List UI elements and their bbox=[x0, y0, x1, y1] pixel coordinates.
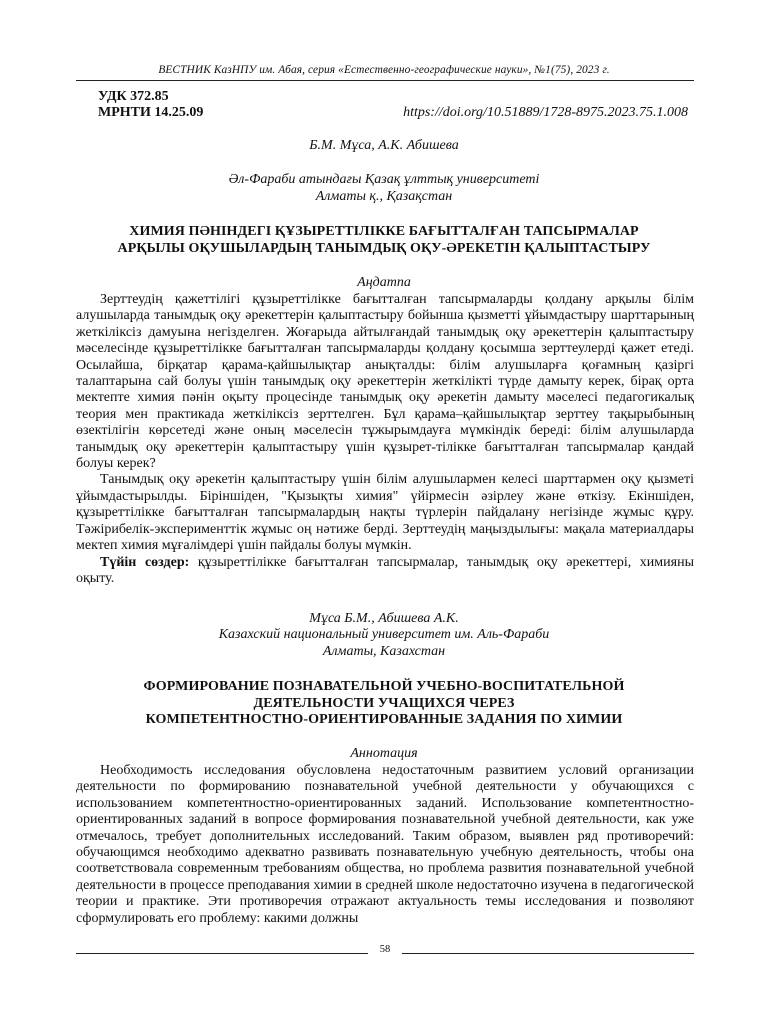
keywords-text: құзыреттілікке бағытталған тапсырмалар, танымдық оқу әрекеттері, химияны оқыту. bbox=[76, 554, 694, 586]
russian-title-line-3: КОМПЕТЕНТНОСТНО-ОРИЕНТИРОВАННЫЕ ЗАДАНИЯ ПО ХИМИИ bbox=[145, 712, 623, 728]
kazakh-title-line-1: ХИМИЯ ПӘНІНДЕГІ ҚҰЗЫРЕТТІЛІККЕ БАҒЫТТАЛҒАН ТАПСЫРМАЛАР bbox=[129, 224, 639, 239]
kazakh-abstract-paragraph-2: Танымдық оқу әрекетін қалыптастыру үшін білім алушылармен келесі шарттармен оқу қызметі ұйымдастырылды. Біріншіден, "Қызықты химия" үйірмесін әзірлеу және өткізу. Екіншіден, құзыреттілікке бағытталған тапсырмалардың нақты түрлерін пайдалану негізінде жұмыс құру. Тәжірибелік-эксперименттік жұмыс оң нәтиже берді. Зерттеудің маңыздылығы: мақала материалдары мектеп химия мұғалімдері үшін пайдалы болуы мүмкін. bbox=[76, 472, 694, 554]
kazakh-title-line-2: АРҚЫЛЫ ОҚУШЫЛАРДЫҢ ТАНЫМДЫҚ ОҚУ-ӘРЕКЕТІН ҚАЛЫПТАСТЫРУ bbox=[117, 240, 651, 256]
russian-abstract-paragraph-1: Необходимость исследования обусловлена недостаточным развитием условий организации деятельности по формированию познавательной учебной деятельности у обучающихся с использованием компетентностно-ориентированных заданий. Использование компетентностно-ориентированных заданий в вопросе формирования познавательной учебной деятельности, как уже отмечалось, требует дополнительных исследований. Таким образом, выявлен ряд противоречий: обучающимся необходимо адекватно развивать познавательную учебную деятельность, чтобы она соответствовала современным требованиям общества, но проблема развития познавательной учебной деятельности в процессе преподавания химии в средней школе недостаточно изучена в педагогической теории и практике. Эти противоречия отражают актуальность темы исследования и позволяют сформулировать его проблему: какими должны bbox=[76, 763, 694, 926]
russian-abstract bbox=[76, 763, 694, 927]
russian-authors: Мұса Б.М., Абишева А.К. bbox=[309, 611, 459, 626]
russian-affiliation: Казахский национальный университет им. Аль-Фараби bbox=[218, 627, 550, 642]
russian-title bbox=[76, 679, 692, 729]
russian-city: Алматы, Казахстан bbox=[322, 644, 446, 659]
kazakh-authors: Б.М. Мұса, А.К. Абишева bbox=[309, 138, 459, 153]
keywords-label: Түйін сөздер: bbox=[100, 554, 190, 570]
russian-title-line-2: ДЕЯТЕЛЬНОСТИ УЧАЩИХСЯ ЧЕРЕЗ bbox=[253, 695, 515, 711]
running-header: ВЕСТНИК КазНПУ им. Абая, серия «Естественно-географические науки», №1(75), 2023 г. bbox=[158, 64, 610, 76]
mrnti-code: МРНТИ 14.25.09 bbox=[98, 105, 204, 120]
header-rule bbox=[76, 80, 694, 81]
udk-code: УДК 372.85 bbox=[98, 89, 169, 104]
kazakh-title bbox=[76, 224, 692, 257]
footer-rule-right bbox=[402, 953, 694, 954]
russian-title-line-1: ФОРМИРОВАНИЕ ПОЗНАВАТЕЛЬНОЙ УЧЕБНО-ВОСПИТАТЕЛЬНОЙ bbox=[143, 679, 625, 694]
kazakh-city: Алматы қ., Қазақстан bbox=[315, 189, 453, 204]
classification-codes bbox=[98, 89, 203, 121]
kazakh-keywords bbox=[76, 555, 694, 588]
page-footer bbox=[76, 944, 694, 960]
russian-abstract-heading: Аннотация bbox=[350, 746, 418, 761]
doi-link[interactable]: https://doi.org/10.51889/1728-8975.2023.75.1.008 bbox=[403, 105, 688, 120]
kazakh-abstract-paragraph-1: Зерттеудің қажеттілігі құзыреттілікке бағытталған тапсырмаларды қолдану арқылы білім алушыларда танымдық оқу әрекеттерін қалыптастыру бойынша қызметті ұйымдастыру шарттарының жеткіліксіз дамуына негізделген. Жоғарыда айтылғандай танымдық оқу әрекеттерін қалыптастыру мәселесінде құзыреттілікке бағытталған тапсырмаларды қолдану қосымша зерттеулерді қажет етеді. Осылайша, бірқатар қарама-қайшылықтар анықталды: білім алушыларға қоғамның қазіргі талаптарына сай болуы үшін танымдық оқу әрекеттерін жеткілікті түрде дамыту керек, бірақ орта мектепте химия пәнін оқыту процесінде танымдық оқу әрекетін дамыту мәселесі педагогикалық теория мен практикада жеткіліксіз зерттелген. Бұл қарама–қайшылықтар зерттеу тақырыбының өзектілігін көрсетеді және оның мәселесін тұжырымдауға мүмкіндік береді: білім алушыларда танымдық оқу әрекеттерін қалыптастыру үшін құзырет-тілікке бағытталған тапсырмалар қандай болуы керек? bbox=[76, 292, 694, 472]
kazakh-affiliation: Әл-Фараби атындағы Қазақ ұлттық университеті bbox=[228, 172, 540, 187]
kazakh-abstract bbox=[76, 292, 694, 587]
kazakh-abstract-heading: Аңдатпа bbox=[357, 275, 411, 290]
page-number: 58 bbox=[379, 944, 391, 955]
